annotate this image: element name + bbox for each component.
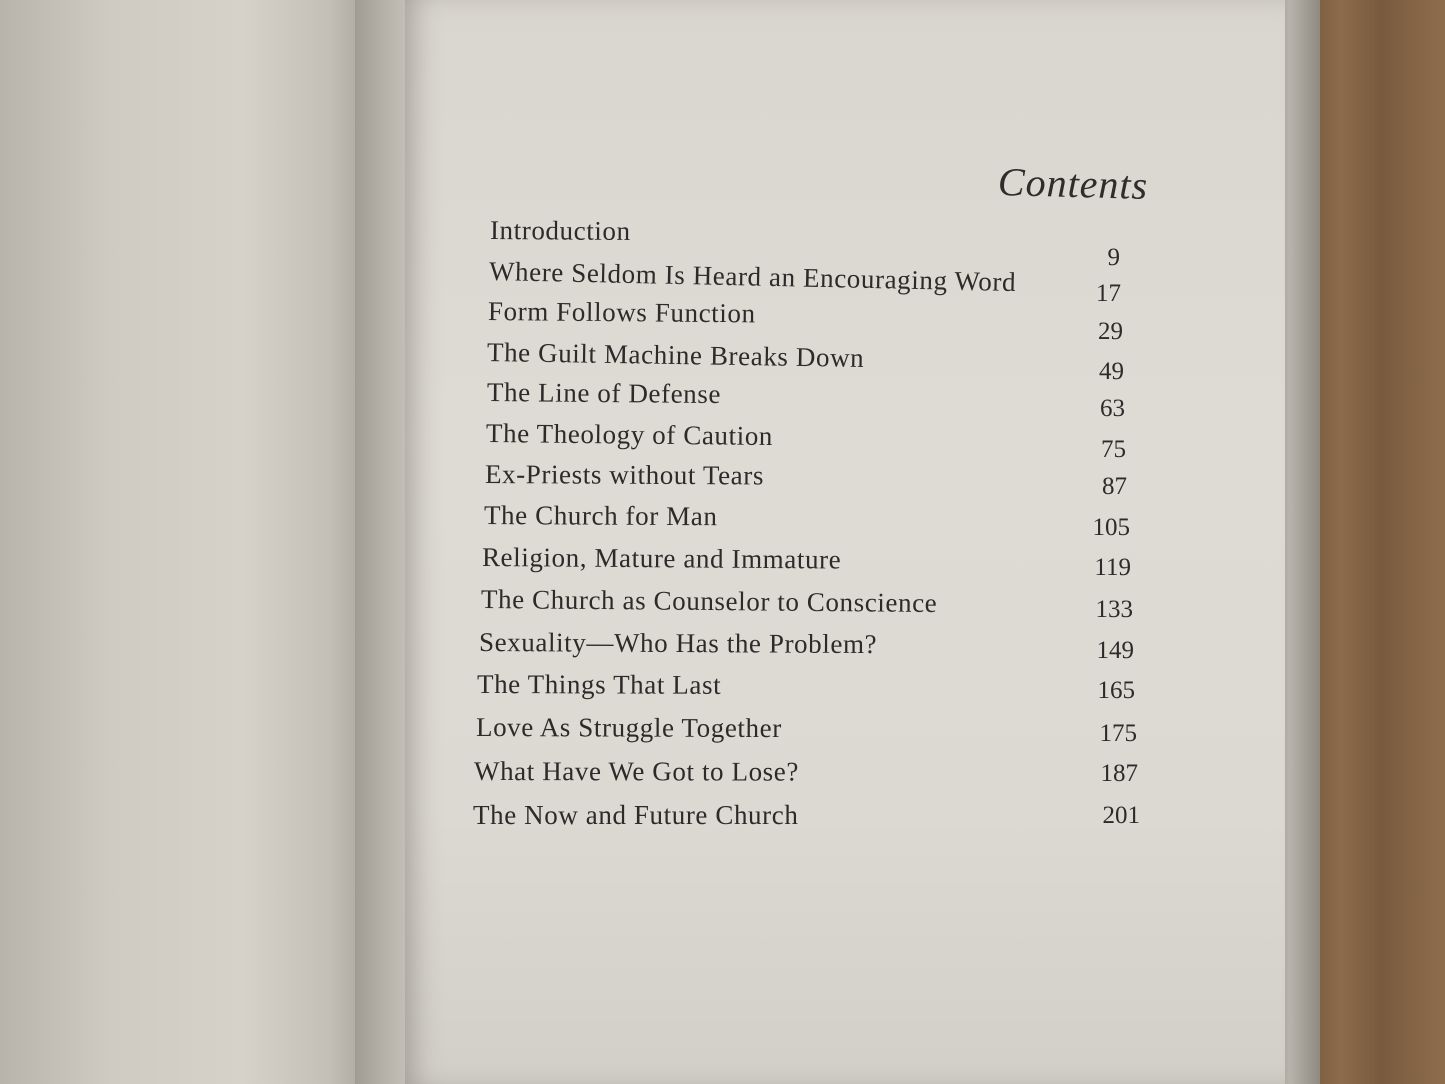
toc-entry-title: The Guilt Machine Breaks Down xyxy=(486,337,865,373)
toc-entry-page: 201 xyxy=(1102,802,1140,829)
toc-entry-title: What Have We Got to Lose? xyxy=(473,756,800,787)
contents-heading: Contents xyxy=(997,159,1149,208)
toc-entry-page: 49 xyxy=(1099,358,1124,385)
toc-entry-title: The Church for Man xyxy=(483,500,718,532)
toc-entry-page: 87 xyxy=(1102,473,1127,500)
toc-entry-page: 133 xyxy=(1095,596,1133,623)
toc-entry-title: The Now and Future Church xyxy=(473,800,799,830)
toc-entry-title: The Line of Defense xyxy=(486,377,722,410)
toc-entry-title: Sexuality—Who Has the Problem? xyxy=(478,627,878,660)
toc-entry-page: 9 xyxy=(1107,244,1120,271)
toc-entry-page: 187 xyxy=(1100,760,1138,787)
toc-entry-title: Love As Struggle Together xyxy=(475,712,782,744)
toc-entry-page: 149 xyxy=(1096,637,1134,664)
toc-entry-page: 17 xyxy=(1096,280,1121,307)
toc-entry-title: The Theology of Caution xyxy=(485,418,774,452)
toc-entry-title: Ex-Priests without Tears xyxy=(484,459,765,491)
toc-entry-title: Introduction xyxy=(489,215,631,246)
toc-entry-page: 105 xyxy=(1092,514,1130,541)
toc-entry-title: The Church as Counselor to Conscience xyxy=(480,584,938,618)
toc-entry-title: Where Seldom Is Heard an Encouraging Word xyxy=(488,256,1017,298)
toc-entry-page: 75 xyxy=(1101,436,1126,463)
toc-entry-title: The Things That Last xyxy=(476,669,722,700)
toc-entry-title: Form Follows Function xyxy=(487,296,756,329)
toc-entry-page: 175 xyxy=(1099,720,1137,747)
toc-entry-page: 119 xyxy=(1094,554,1131,581)
toc-entry-page: 29 xyxy=(1098,318,1123,345)
toc-entry-page: 165 xyxy=(1097,677,1135,704)
toc-entry-page: 63 xyxy=(1100,395,1125,422)
toc-entry-title: Religion, Mature and Immature xyxy=(481,542,842,575)
